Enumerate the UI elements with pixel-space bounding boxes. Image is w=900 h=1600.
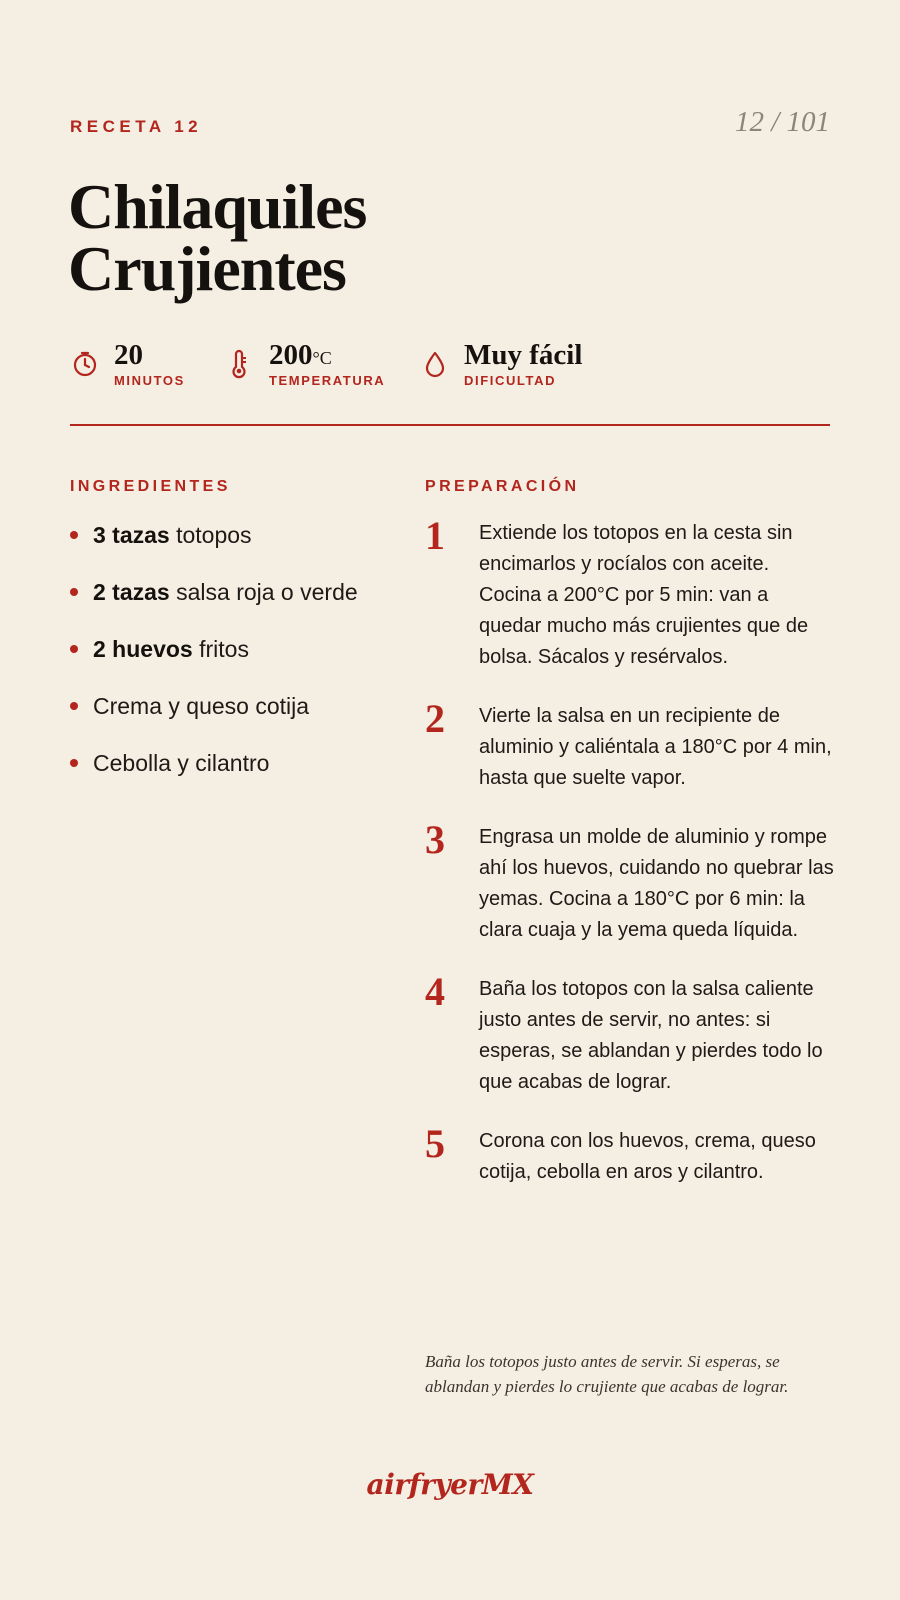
ingredient-quantity: 3 tazas (93, 522, 170, 548)
ingredient-text: totopos (169, 522, 252, 548)
droplet-icon (420, 349, 450, 379)
ingredient-item (70, 575, 370, 609)
stat-difficulty-label: DIFICULTAD (464, 373, 557, 388)
bullet-dot (70, 759, 78, 767)
step-item (425, 696, 835, 794)
clock-icon (70, 349, 100, 379)
ingredients-list (70, 518, 370, 803)
recipe-title (68, 171, 768, 304)
stat-temperature-value: 200°C (269, 339, 332, 371)
recipe-title-line1: Chilaquiles (68, 171, 367, 242)
bullet-dot (70, 645, 78, 653)
preparation-steps (425, 513, 835, 1216)
step-text: Vierte la salsa en un recipiente de aluminio y caliéntala a 180°C por 4 min, hasta que suelte vapor. (479, 705, 832, 789)
preparation-heading: PREPARACIÓN (425, 478, 580, 495)
step-text: Extiende los totopos en la cesta sin encimarlos y rocíalos con aceite. Cocina a 200°C por 5 min: van a quedar mucho más crujientes que de bolsa. Sácalos y resérvalos. (479, 522, 809, 668)
step-item (425, 1121, 835, 1188)
step-item (425, 513, 835, 673)
brand-logo: airfryerMX (366, 1468, 534, 1501)
step-number: 4 (425, 969, 445, 1014)
ingredient-item (70, 632, 370, 666)
step-number: 1 (425, 513, 445, 558)
stat-difficulty-value: Muy fácil (464, 339, 583, 371)
bullet-dot (70, 702, 78, 710)
ingredient-text: salsa roja o verde (169, 579, 358, 605)
ingredient-quantity: 2 tazas (93, 579, 170, 605)
step-text: Baña los totopos con la salsa caliente justo antes de servir, no antes: si esperas, se ablandan y pierdes todo lo que acabas de lograr. (479, 978, 823, 1093)
page-counter: 12 / 101 (734, 106, 830, 138)
recipe-stats (70, 339, 830, 399)
tip-note: Baña los totopos justo antes de servir. Si esperas, se ablandan y pierdes lo crujiente que acabas de lograr. (425, 1352, 789, 1396)
thermometer-icon (225, 349, 255, 379)
ingredient-item (70, 518, 370, 552)
bullet-dot (70, 588, 78, 596)
stat-time-value: 20 (114, 339, 143, 371)
ingredients-heading: INGREDIENTES (70, 478, 231, 495)
step-number: 5 (425, 1121, 445, 1166)
step-item (425, 969, 835, 1098)
ingredient-text: Cebolla y cilantro (93, 750, 270, 776)
section-divider (70, 424, 830, 426)
stat-time-label: MINUTOS (114, 373, 185, 388)
ingredient-quantity: 2 huevos (93, 636, 193, 662)
step-number: 3 (425, 817, 445, 862)
stat-temperature-label: TEMPERATURA (269, 373, 386, 388)
step-text: Corona con los huevos, crema, queso cotija, cebolla en aros y cilantro. (479, 1130, 816, 1183)
step-item (425, 817, 835, 946)
ingredient-item (70, 746, 370, 780)
ingredient-item (70, 689, 370, 723)
step-text: Engrasa un molde de aluminio y rompe ahí los huevos, cuidando no quebrar las yemas. Cocina a 180°C por 6 min: la clara cuaja y la yema queda líquida. (479, 826, 834, 941)
ingredient-text: Crema y queso cotija (93, 693, 310, 719)
bullet-dot (70, 531, 78, 539)
recipe-number-label: RECETA 12 (70, 117, 203, 136)
ingredient-text: fritos (192, 636, 249, 662)
recipe-title-line2: Crujientes (68, 233, 346, 304)
step-number: 2 (425, 696, 445, 741)
